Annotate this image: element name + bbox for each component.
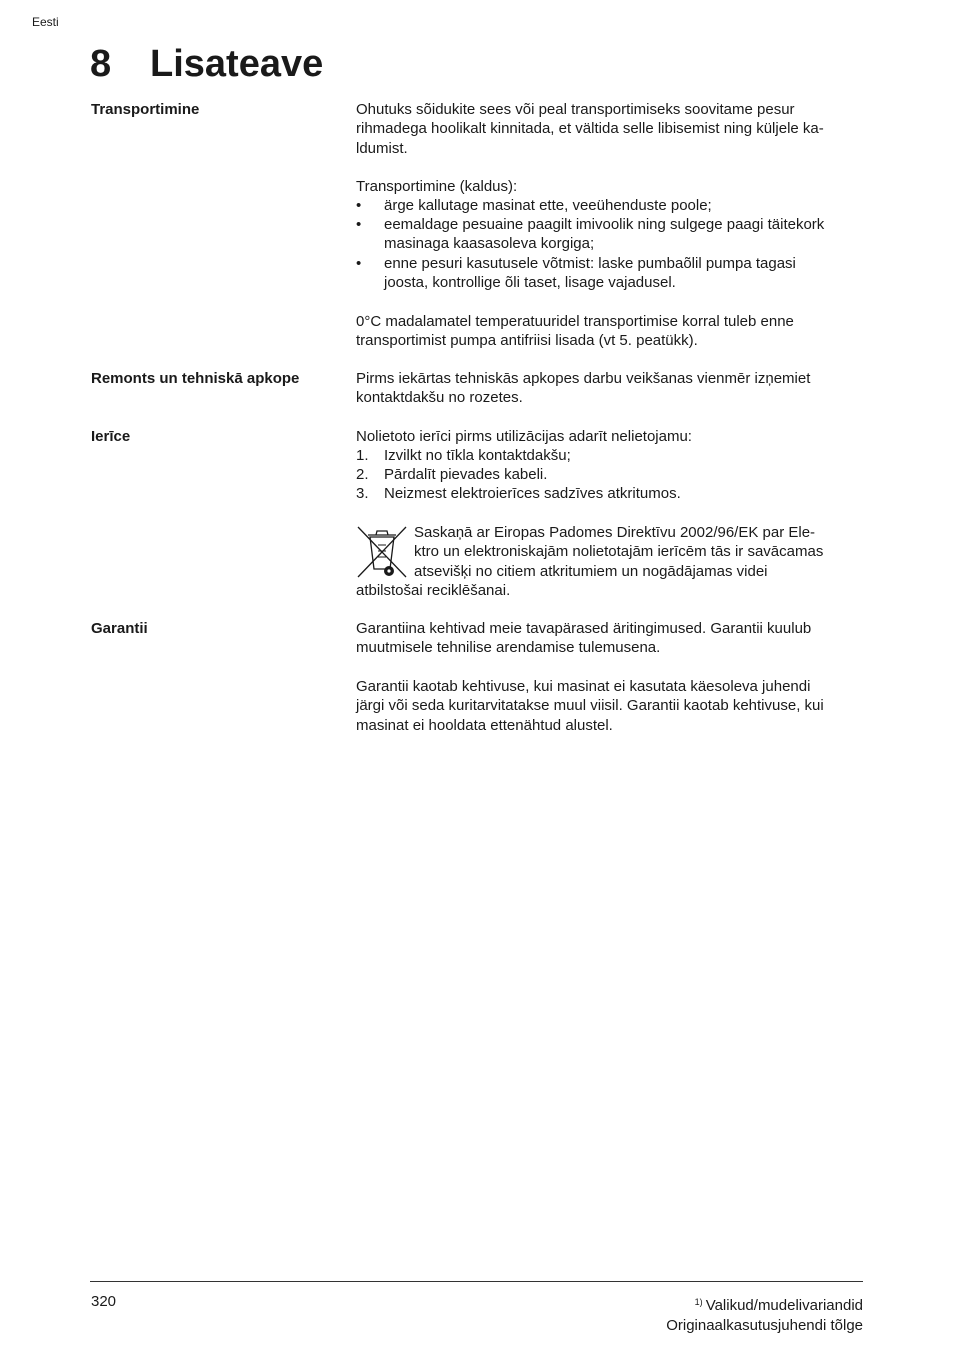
section-label-device: Ierīce [91,428,131,445]
transport-frost-note [356,312,862,351]
text-line: Pirms iekārtas tehniskās apkopes darbu veikšanas vienmēr izņemiet [356,370,811,387]
bullet-item [356,196,862,215]
section-label-transport: Transportimine [91,101,200,118]
numbered-step [356,446,862,465]
text-line: Garantii kaotab kehtivuse, kui masinat ei kasutata käesoleva juhendi [356,678,811,695]
text-line: Ohutuks sõidukite sees või peal transportimiseks soovitame pesur [356,101,795,118]
footnote-text: Valikud/mudelivariandid [705,1297,863,1314]
bullet-text [384,254,862,293]
text-line: Neizmest elektroierīces sadzīves atkritumos. [384,485,681,502]
text-line: Transportimine (kaldus): [356,178,518,195]
text-line: ktro un elektroniskajām nolietotajām ierīcēm tās ir savācamas [414,543,824,561]
text-line: Saskaņā ar Eiropas Padomes Direktīvu 2002/96/EK par Ele- [414,524,816,541]
bullet-marker: • [356,255,362,272]
chapter-number: 8 [90,43,112,85]
footnote-marker: 1) [694,1297,703,1307]
text-line: atbilstošai reciklēšanai. [356,581,511,599]
text-line: rihmadega hoolikalt kinnitada, et vältida selle libisemist ning küljele ka- [356,120,824,138]
repair-text [356,369,862,408]
text-line: Izvilkt no tīkla kontaktdakšu; [384,447,571,464]
text-line: joosta, kontrollige õli taset, lisage vajadusel. [384,274,676,292]
device-intro [356,427,862,446]
text-line: Nolietoto ierīci pirms utilizācijas adarīt nelietojamu: [356,428,692,445]
text-line: muutmisele tehnilise arendamise tulemusena. [356,639,661,657]
text-line: ldumist. [356,139,408,157]
bullet-text [384,196,862,215]
step-text [384,465,862,484]
language-label: Eesti [32,15,59,29]
page-number: 320 [91,1293,117,1310]
transport-tilt-heading [356,177,862,196]
step-number: 3. [356,485,369,502]
text-line: masinaga kaasasoleva korgiga; [384,235,595,253]
numbered-step [356,484,862,503]
step-number: 2. [356,466,369,483]
text-line: eemaldage pesuaine paagilt imivoolik ning sulgege paagi täitekork [384,216,825,233]
text-line: ärge kallutage masinat ette, veeühenduste poole; [384,197,712,214]
footer-notes [666,1293,863,1335]
chapter-heading [90,40,323,88]
transport-intro [356,100,862,158]
warranty-para-1 [356,619,862,658]
bullet-text [384,215,862,254]
step-text [384,446,862,465]
text-line: Pārdalīt pievades kabeli. [384,466,548,483]
chapter-title: Lisateave [150,43,324,85]
text-line: masinat ei hooldata ettenähtud alustel. [356,716,613,734]
numbered-step [356,465,862,484]
step-number: 1. [356,447,369,464]
bullet-item [356,215,862,254]
footer-divider [90,1281,863,1282]
text-line: transportimist pumpa antifriisi lisada (vt 5. peatükk). [356,332,698,350]
text-line: järgi või seda kuritarvitatakse muul viisil. Garantii kaotab kehtivuse, kui [356,697,824,715]
footnote-line [666,1293,863,1316]
weee-disposal-note [356,523,862,600]
text-line: Garantiina kehtivad meie tavapärased äritingimused. Garantii kuulub [356,620,812,637]
step-text [384,484,862,503]
section-label-warranty: Garantii [91,620,148,637]
section-label-repair: Remonts un tehniskā apkope [91,370,300,387]
text-line: atsevišķi no citiem atkritumiem un nogādājamas videi [414,562,768,580]
text-line: kontaktdakšu no rozetes. [356,389,523,407]
text-line: enne pesuri kasutusele võtmist: laske pumbaõlil pumpa tagasi [384,255,796,272]
crossed-out-wheelie-bin-icon [356,525,408,579]
warranty-para-2 [356,677,862,735]
bullet-marker: • [356,216,362,233]
bullet-marker: • [356,197,362,214]
bullet-item [356,254,862,293]
document-note: Originaalkasutusjuhendi tõlge [666,1316,863,1334]
text-line: 0°C madalamatel temperatuuridel transportimise korral tuleb enne [356,313,794,330]
